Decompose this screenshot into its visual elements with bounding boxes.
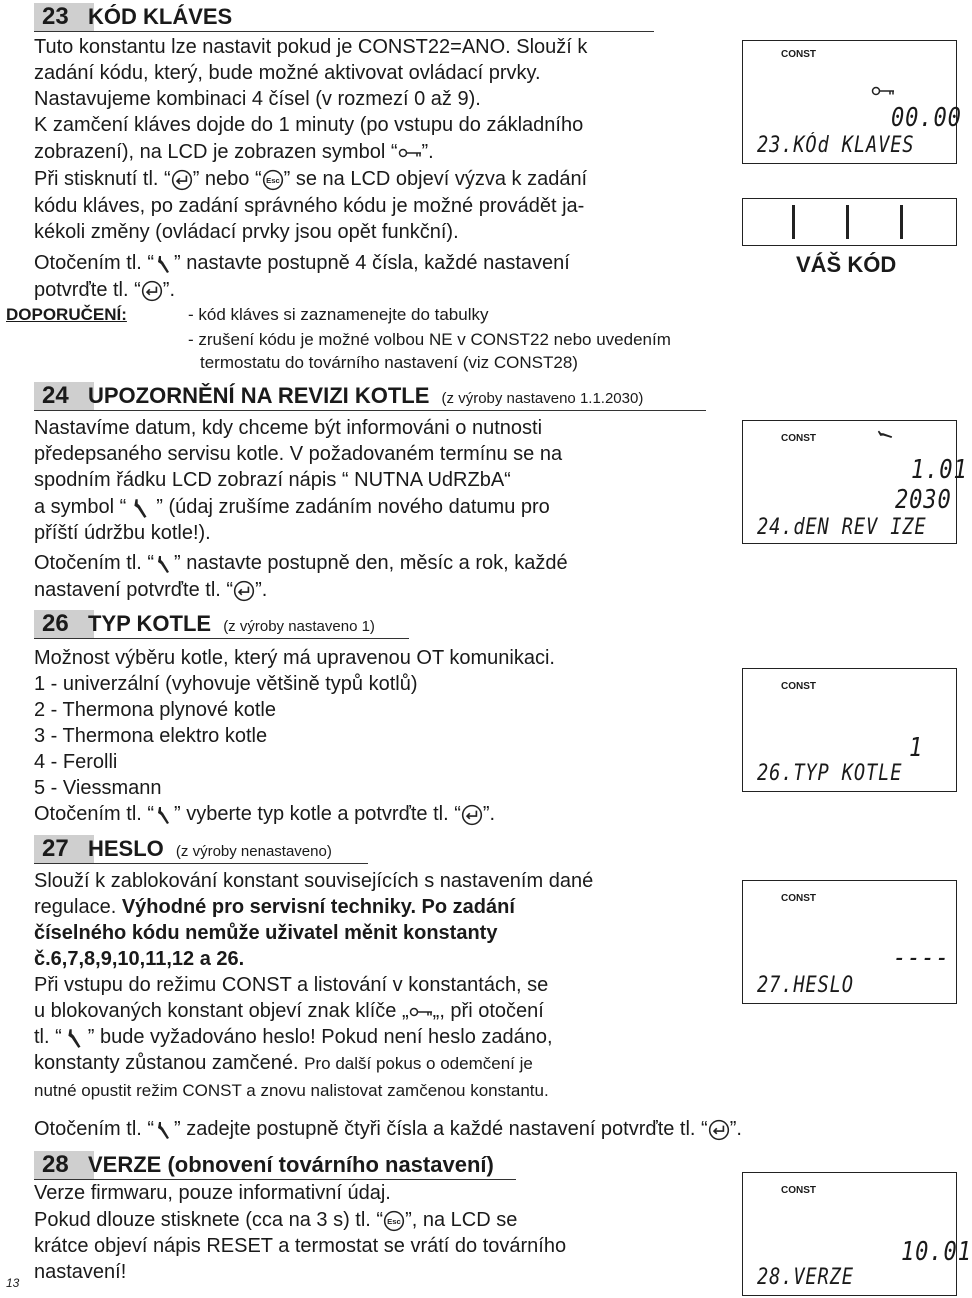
section-number: 24 xyxy=(34,382,94,410)
page-number: 13 xyxy=(6,1276,20,1290)
paragraph-line: tl. “ ” bude vyžadováno heslo! Pokud není heslo zadáno, xyxy=(34,1026,553,1048)
paragraph-line: 1 - univerzální (vyhovuje většině typů kotlů) xyxy=(34,673,418,695)
paragraph-line: spodním řádku LCD zobrazí nápis “ NUTNA UdRZbA“ xyxy=(34,469,511,491)
recommend-line: - kód kláves si zaznamenejte do tabulky xyxy=(188,305,489,324)
wrench-icon xyxy=(126,497,156,519)
lcd-const-label: CONST xyxy=(781,49,816,60)
enter-icon xyxy=(708,1119,730,1141)
paragraph-line: 2 - Thermona plynové kotle xyxy=(34,699,276,721)
paragraph-line: 5 - Viessmann xyxy=(34,777,162,799)
lcd-bottom-text: 28.VERZE xyxy=(757,1265,854,1290)
paragraph-line: Otočením tl. “ ” vyberte typ kotle a potvrďte tl. “ ”. xyxy=(34,803,496,825)
code-divider xyxy=(846,205,849,239)
paragraph-line: zadání kódu, který, bude možné aktivovat ovládací prvky. xyxy=(34,62,541,84)
lcd-bottom-text: 24.dEN REV IZE xyxy=(757,515,927,540)
paragraph-line: a symbol “ ” (údaj zrušíme zadáním nového datumu pro xyxy=(34,496,550,518)
recommend-line: termostatu do továrního nastavení (viz CONST28) xyxy=(200,353,578,372)
lcd-const-label: CONST xyxy=(781,433,816,444)
wrench-icon xyxy=(154,253,174,275)
paragraph-line: Tuto konstantu lze nastavit pokud je CONST22=ANO. Slouží k xyxy=(34,36,588,58)
lcd-const-label: CONST xyxy=(781,1185,816,1196)
lcd-value: 00.00 xyxy=(891,103,962,133)
lcd-const-label: CONST xyxy=(781,893,816,904)
section-number: 27 xyxy=(34,835,94,863)
paragraph-line: Možnost výběru kotle, který má upravenou OT komunikaci. xyxy=(34,647,555,669)
paragraph-line: potvrďte tl. “ ”. xyxy=(34,279,175,301)
paragraph-line: u blokovaných konstant objeví znak klíče „ „, při otočení xyxy=(34,1000,544,1022)
lcd-bottom-text: 27.HESLO xyxy=(757,973,854,998)
paragraph-line: Nastavíme datum, kdy chceme být informováni o nutnosti xyxy=(34,417,543,439)
wrench-icon xyxy=(154,1119,174,1141)
enter-icon xyxy=(141,280,163,302)
paragraph-line: kódu kláves, po zadání správného kódu je možné provádět ja- xyxy=(34,195,585,217)
key-icon xyxy=(871,85,895,97)
paragraph-line: Pokud dlouze stisknete (cca na 3 s) tl. “ ”, na LCD se xyxy=(34,1209,518,1231)
lcd-display xyxy=(742,1172,972,1296)
esc-icon xyxy=(383,1210,405,1232)
code-divider xyxy=(792,205,795,239)
wrench-icon xyxy=(873,422,897,446)
lcd-value: 10.01 xyxy=(901,1237,972,1267)
section-note: (z výroby nastaveno 1) xyxy=(223,618,375,635)
paragraph-line: K zamčení kláves dojde do 1 minuty (po vstupu do základního xyxy=(34,114,584,136)
wrench-icon xyxy=(62,1027,88,1049)
code-divider xyxy=(900,205,903,239)
paragraph-line: 3 - Thermona elektro kotle xyxy=(34,725,268,747)
paragraph-line: nutné opustit režim CONST a znovu nalistovat zamčenou konstantu. xyxy=(34,1081,549,1100)
paragraph-line: krátce objeví nápis RESET a termostat se vrátí do továrního xyxy=(34,1235,567,1257)
section-rule xyxy=(34,410,706,411)
paragraph-line: Otočením tl. “ ” nastavte postupně 4 čísla, každé nastavení xyxy=(34,252,570,274)
paragraph-line: konstanty zůstanou zamčené. Pro další pokus o odemčení je xyxy=(34,1052,533,1074)
section-title: TYP KOTLE (z výroby nastaveno 1) xyxy=(88,611,375,636)
paragraph-line: nastavení potvrďte tl. “ ”. xyxy=(34,579,268,601)
paragraph-line: Při stisknutí tl. “ ” nebo “ ” se na LCD objeví výzva k zadání xyxy=(34,168,588,190)
paragraph-line: Při vstupu do režimu CONST a listování v konstantách, se xyxy=(34,974,549,996)
lcd-bottom-text: 23.KÓd KLAVES xyxy=(757,133,915,158)
lcd-display xyxy=(742,880,957,1004)
section-note: (z výroby nenastaveno) xyxy=(175,843,332,860)
section-title: VERZE (obnovení továrního nastavení) xyxy=(88,1152,494,1177)
paragraph-line: Otočením tl. “ ” nastavte postupně den, měsíc a rok, každé xyxy=(34,552,568,574)
paragraph-line: číselného kódu nemůže uživatel měnit konstanty xyxy=(34,922,498,944)
lcd-value-day-month: 1.01 xyxy=(911,455,968,485)
enter-icon xyxy=(233,580,255,602)
paragraph-line: předepsaného servisu kotle. V požadovaném termínu se na xyxy=(34,443,563,465)
enter-icon xyxy=(171,169,193,191)
paragraph-line: kékoli změny (ovládací prvky jsou opět funkční). xyxy=(34,221,459,243)
lcd-display xyxy=(742,420,968,544)
recommend-line: - zrušení kódu je možné volbou NE v CONST22 nebo uvedením xyxy=(188,330,671,349)
esc-icon xyxy=(262,169,284,191)
code-label: VÁŠ KÓD xyxy=(796,252,897,277)
paragraph-line: příští údržbu kotle!). xyxy=(34,522,211,544)
recommend-label: DOPORUČENÍ: xyxy=(6,305,127,324)
section-number: 26 xyxy=(34,610,94,638)
key-icon xyxy=(398,147,422,159)
paragraph-line: Slouží k zablokování konstant souvisejících s nastavením dané xyxy=(34,870,594,892)
section-note: (z výroby nastaveno 1.1.2030) xyxy=(441,390,644,407)
paragraph-line: Verze firmwaru, pouze informativní údaj. xyxy=(34,1182,391,1204)
paragraph-line: regulace. Výhodné pro servisní techniky. Po zadání xyxy=(34,896,515,918)
section-number: 23 xyxy=(34,3,94,31)
section-title: UPOZORNĚNÍ NA REVIZI KOTLE (z výroby nastaveno 1.1.2030) xyxy=(88,383,644,408)
paragraph-line: Nastavujeme kombinaci 4 čísel (v rozmezí 0 až 9). xyxy=(34,88,481,110)
lcd-value-year: 2030 xyxy=(895,485,952,515)
lcd-display xyxy=(742,668,957,792)
wrench-icon xyxy=(154,553,174,575)
wrench-icon xyxy=(154,804,174,826)
section-title: HESLO (z výroby nenastaveno) xyxy=(88,836,332,861)
key-icon xyxy=(409,1006,433,1018)
lcd-value: ---- xyxy=(893,943,950,973)
section-rule xyxy=(34,863,368,864)
lcd-const-label: CONST xyxy=(781,681,816,692)
lcd-value: 1 xyxy=(909,733,924,763)
paragraph-line: Otočením tl. “ ” zadejte postupně čtyři čísla a každé nastavení potvrďte tl. “ ”. xyxy=(34,1118,742,1140)
section-rule xyxy=(34,638,409,639)
paragraph-line: zobrazení), na LCD je zobrazen symbol “ ”. xyxy=(34,141,434,163)
code-entry-table xyxy=(742,198,957,246)
section-number: 28 xyxy=(34,1151,94,1179)
paragraph-line: 4 - Ferolli xyxy=(34,751,118,773)
section-rule xyxy=(34,31,654,32)
section-title: KÓD KLÁVES xyxy=(88,4,233,29)
lcd-bottom-text: 26.TYP KOTLE xyxy=(757,761,903,786)
paragraph-line: nastavení! xyxy=(34,1261,127,1283)
lcd-display xyxy=(742,40,962,164)
paragraph-line: č.6,7,8,9,10,11,12 a 26. xyxy=(34,948,245,970)
enter-icon xyxy=(461,804,483,826)
